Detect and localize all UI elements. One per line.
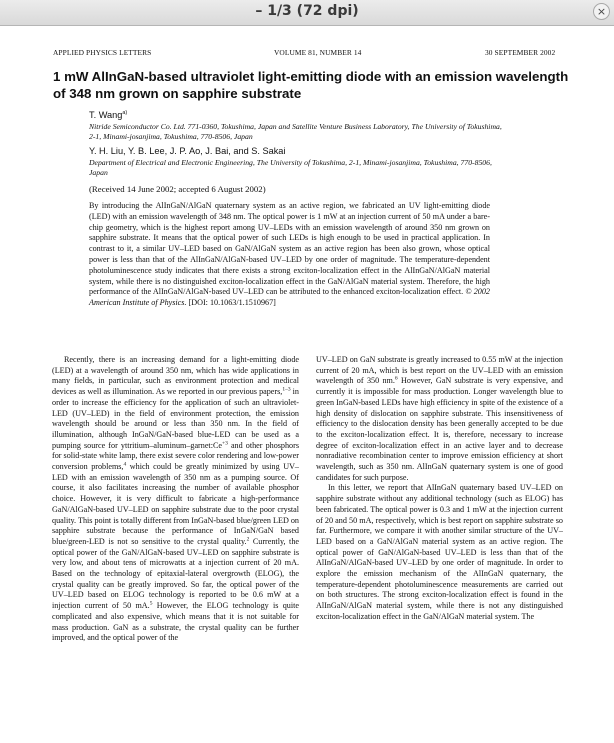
- authors-2: Y. H. Liu, Y. B. Lee, J. P. Ao, J. Bai, and S. Sakai: [89, 146, 286, 156]
- window-title: – 1/3 (72 dpi): [255, 3, 359, 19]
- body-column-left: [52, 355, 299, 644]
- volume-number: VOLUME 81, NUMBER 14: [274, 48, 362, 57]
- paper-title: 1 mW AlInGaN-based ultraviolet light-emitting diode with an emission wavelength of 348 nm grown on sapphire substrate: [53, 69, 569, 101]
- paragraph: UV–LED on GaN substrate is greatly increased to 0.55 mW at the injection current of 20 mA, which is best report on the UV–LED with an emission wavelength of 350 nm.$^6$ However, GaN substrate is very expensive, and currently it is impossible for mass production. Longer wavelength blue to green InGaN-based LEDs have high efficiency in spite of the existence of a high density of dislocation on sapphire substrate. This insensitiveness of efficiency to the dislocation density has been generally accepted to be due to the exciton-localization effect. It is, therefore, necessary to increase degree of exciton-localization effect in an active layer and to decrease nonradiative recombination center to improve emission efficiency at short wavelength, such as 350 nm. AlInGaN quaternary system is one of good candidates for such purpose.: [316, 355, 563, 482]
- abstract: [89, 201, 490, 309]
- author-1-footnote-mark: a): [122, 109, 128, 116]
- doi-link[interactable]: [DOI: 10.1063/1.1510967]: [188, 298, 276, 308]
- affiliation-1: Nitride Semiconductor Co. Ltd. 771-0360, Tokushima, Japan and Satellite Venture Business Laboratory, The University of Tokushima, 2-1, Minami-josanjima, Tokushima, 770-8506, Japan: [89, 122, 502, 141]
- author-1: [89, 110, 127, 120]
- issue-date: 30 SEPTEMBER 2002: [485, 48, 556, 57]
- window-titlebar[interactable]: [0, 0, 614, 26]
- paragraph: Recently, there is an increasing demand for a light-emitting diode (LED) at a wavelength of around 350 nm, which has wide applications in many fields, in particular, such as environment protection and medical devices as well as illumination. As we reported in our previous papers,$^{1-3}$ in order to increase the efficiency for the application of such an ultraviolet-LED (UV–LED) in the field of environment protection, the emission wavelength should be around or less than 350 nm. In the field of illumination, although InGaN/GaN-based blue-LED can be used as a pumping source for yttritium–$aluminum-garnet:Ce^{+3}$ and other phosphors for solid-state white lamp, there exist severe color rendering and low-power conversion problems,$^4$ which could be greatly minimized by using UV–LED with an emission wavelength of 350 nm as a pumping source. Of course, it also facilitates increasing the number of available phosphor choice. However, it is very difficult to fabricate a high-performance GaN/AlGaN-based UV–LED on sapphire substrate due to the poor crystal quality. This point is totally different from InGaN-based blue/green LED on sapphire substrate because the performance of InGaN/GaN based blue/green-LED is not so sensitive to the crystal quality.$^2$ Currently, the optical power of the GaN/AlGaN-based UV–LED on sapphire substrate is very low, and about tens of microwatts at a injection current of 20 mA. Based on the technology of epitaxial-lateral overgrowth (ELOG), the crystal quality can be greatly improved. So far, the optical power of the UV–LED based on ELOG technology is reported to be 0.6 mW at a injection current of 50 mA.$^5$ However, the ELOG technology is quite complicated and also expensive, which means that it is not suitable for mass production. GaN as a substrate, the crystal quality can be further improved, and the optical power of the: [52, 355, 299, 643]
- body-column-right: [316, 355, 563, 623]
- received-date: (Received 14 June 2002; accepted 6 August 2002): [89, 184, 266, 194]
- close-button[interactable]: ×: [593, 3, 610, 20]
- affiliation-2: Department of Electrical and Electronic Engineering, The University of Tokushima, 2-1, Minami-josanjima, Tokushima, 770-8506, Japan: [89, 158, 492, 177]
- abstract-text: By introducing the AlInGaN/AlGaN quaternary system as an active region, we fabricated an UV light-emitting diode (LED) with an emission wavelength of 348 nm. The optical power is 1 mW at an injection current of 50 mA under a bare-chip geometry, which is the highest report among UV–LEDs with an emission wavelength of around 350 nm grown on sapphire substrate. It means that the optical power of such LEDs is high enough to be used in practical application. In contrast to it, a similar UV–LED based on GaN/AlGaN system as an active region has been also grown, whose optical power is less than that of the AlInGaN/AlGaN-based UV–LED by one order of magnitude. The temperature-dependent photoluminescence study indicates that there exists a strong exciton-localization effect in the AlInGaN/AlGaN material system, while there is no distinguished exciton-localization effect in the GaN/AlGaN material system. Therefore, the high performance of the AlInGaN/AlGaN-based UV–LED can be attributed to the enhanced exciton-localization effect.: [89, 201, 490, 297]
- journal-name: APPLIED PHYSICS LETTERS: [53, 48, 152, 57]
- copyright: © 2002 American Institute of Physics.: [89, 287, 490, 308]
- author-1-name: T. Wang: [89, 110, 123, 120]
- paragraph: In this letter, we report that AlInGaN quaternary based UV–LED on sapphire substrate without any additional technology (such as ELOG) has been fabricated. The optical power is 0.3 and 1 mW at the injection current of 20 and 50 mA, respectively, which is best report on sapphire substrate so far. Furthermore, we compare it with another similar structure of the UV–LED based on a GaN/AlGaN material system as an active region. The optical power of GaN/AlGaN-based UV–LED is less than that of the AlInGaN/AlGaN-based UV–LED by one order of magnitude. In order to explore the emission mechanism of the AlInGaN quaternary, the temperature-dependent photoluminescence measurements are carried out on both structures. The strong exciton-localization effect is found in the AlInGaN/AlGaN material system, while there is not any distinguished exciton-localization effect in the GaN/AlGaN material system. The: [316, 483, 563, 621]
- document-page: [0, 26, 614, 743]
